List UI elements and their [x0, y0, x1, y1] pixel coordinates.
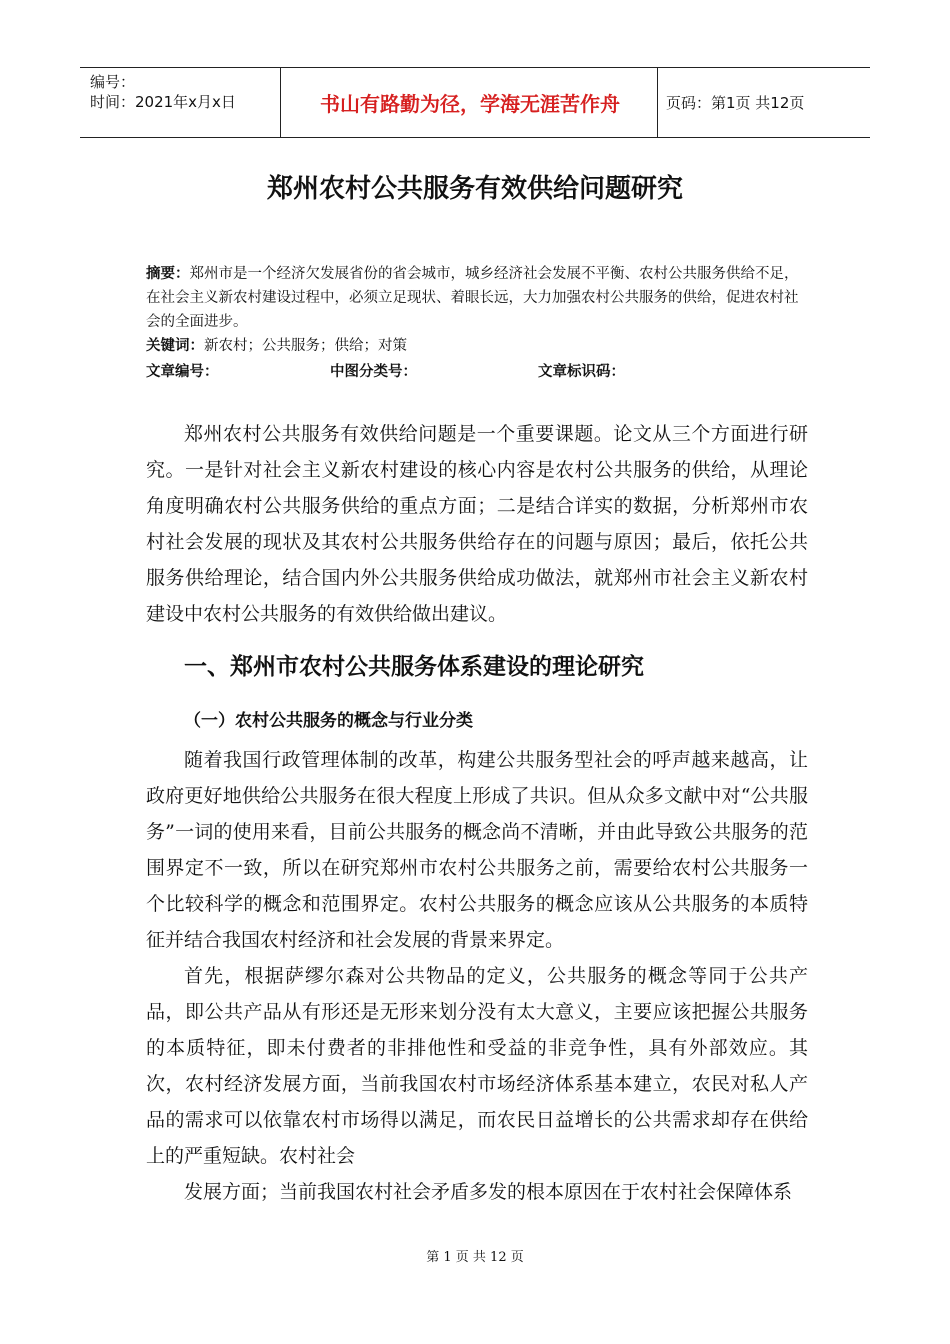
intro-paragraph: 郑州农村公共服务有效供给问题是一个重要课题。论文从三个方面进行研究。一是针对社会主义新农村建设的核心内容是农村公共服务的供给，从理论角度明确农村公共服务供给的重点方面；二是结合详实的数据，分析郑州市农村社会发展的现状及其农村公共服务供给存在的问题与原因；最后，依托公共服务供给理论，结合国内外公共服务供给成功做法，就郑州市社会主义新农村建设中农村公共服务的有效供给做出建议。 — [146, 423, 808, 625]
document-code-label: 文章标识码： — [538, 364, 625, 380]
header-divider — [280, 68, 281, 137]
subsection-heading: （一）农村公共服务的概念与行业分类 — [184, 711, 473, 731]
header-meta — [90, 72, 280, 112]
header-divider — [657, 68, 658, 137]
number-label: 编号： — [90, 73, 136, 91]
keywords-text: 新农村；公共服务；供给；对策 — [204, 338, 407, 354]
clc-number-label: 中图分类号： — [330, 364, 417, 380]
header-motto: 书山有路勤为径，学海无涯苦作舟 — [320, 92, 620, 116]
page-footer: 第 1 页 共 12 页 — [426, 1250, 524, 1265]
abstract-text: 郑州市是一个经济欠发展省份的省会城市，城乡经济社会发展不平衡、农村公共服务供给不足，在社会主义新农村建设过程中，必须立足现状、着眼长远，大力加强农村公共服务的供给，促进农村社会的全面进步。 — [146, 266, 799, 330]
header-page-info: 页码：第1页 共12页 — [666, 94, 805, 112]
section-heading: 一、郑州市农村公共服务体系建设的理论研究 — [184, 654, 644, 680]
document-title: 郑州农村公共服务有效供给问题研究 — [266, 174, 683, 204]
keywords-line — [146, 334, 806, 358]
body-paragraph-3: 发展方面；当前我国农村社会矛盾多发的根本原因在于农村社会保障体系 — [184, 1181, 793, 1203]
document-header — [80, 67, 870, 138]
body-paragraph-2: 首先，根据萨缪尔森对公共物品的定义，公共服务的概念等同于公共产品，即公共产品从有形还是无形来划分没有太大意义，主要应该把握公共服务的本质特征，即未付费者的非排他性和受益的非竞争性，具有外部效应。其次，农村经济发展方面，当前我国农村市场经济体系基本建立，农民对私人产品的需求可以依靠农村市场得以满足，而农民日益增长的公共需求却存在供给上的严重短缺。农村社会 — [146, 965, 808, 1167]
abstract-block — [146, 262, 806, 358]
body-paragraph-1: 随着我国行政管理体制的改革，构建公共服务型社会的呼声越来越高，让政府更好地供给公共服务在很大程度上形成了共识。但从众多文献中对“公共服务”一词的使用来看，目前公共服务的概念尚不清晰，并由此导致公共服务的范围界定不一致，所以在研究郑州市农村公共服务之前，需要给农村公共服务一个比较科学的概念和范围界定。农村公共服务的概念应该从公共服务的本质特征并结合我国农村经济和社会发展的背景来界定。 — [146, 749, 808, 951]
keywords-label: 关键词： — [146, 338, 204, 354]
article-number-label: 文章编号： — [146, 364, 219, 380]
time-label: 时间：2021年x月x日 — [90, 93, 236, 111]
abstract-label: 摘要： — [146, 266, 190, 282]
abstract-paragraph — [146, 262, 806, 334]
